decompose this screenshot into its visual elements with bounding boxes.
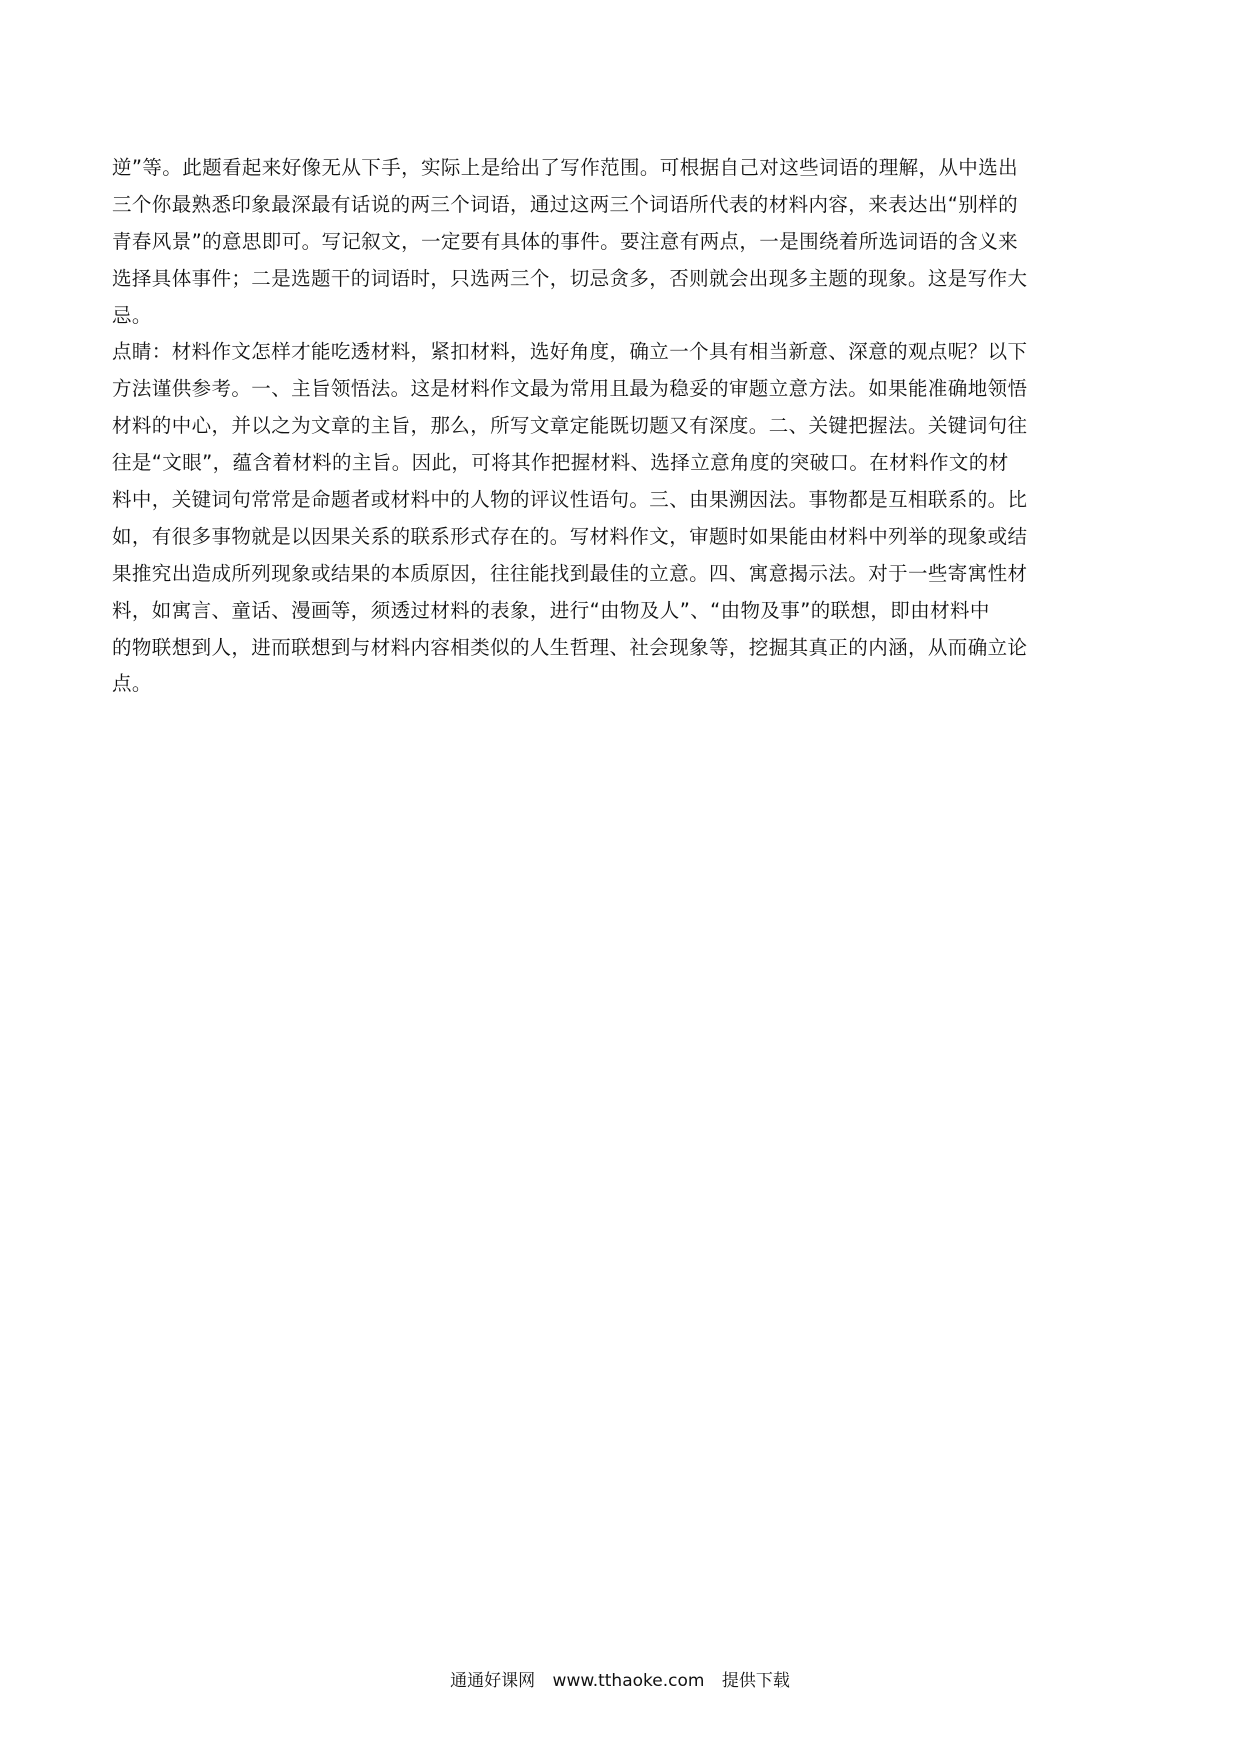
text-line: 果推究出造成所列现象或结果的本质原因，往往能找到最佳的立意。四、寓意揭示法。对于一些寄寓性材 bbox=[112, 561, 1028, 585]
footer-url[interactable]: www.tthaoke.com bbox=[552, 1671, 705, 1691]
text-line: 方法谨供参考。一、主旨领悟法。这是材料作文最为常用且最为稳妥的审题立意方法。如果能准确地领悟 bbox=[112, 377, 1028, 401]
text-line: 料，如寓言、童话、漫画等，须透过材料的表象，进行“由物及人”、“由物及事”的联想，即由材料中 bbox=[112, 598, 990, 622]
text-line: 点睛：材料作文怎样才能吃透材料，紧扣材料，选好角度，确立一个具有相当新意、深意的观点呢？以下 bbox=[112, 340, 1028, 364]
text-line: 三个你最熟悉印象最深最有话说的两三个词语，通过这两三个词语所代表的材料内容，来表达出“别样的 bbox=[112, 192, 1019, 216]
text-line: 逆”等。此题看起来好像无从下手，实际上是给出了写作范围。可根据自己对这些词语的理解，从中选出 bbox=[112, 156, 1019, 179]
text-line: 如，有很多事物就是以因果关系的联系形式存在的。写材料作文，审题时如果能由材料中列举的现象或结 bbox=[112, 524, 1028, 548]
footer-note: 提供下载 bbox=[721, 1671, 790, 1691]
page-footer bbox=[0, 1669, 1240, 1693]
text-line: 材料的中心，并以之为文章的主旨，那么，所写文章定能既切题又有深度。二、关键把握法。关键词句往 bbox=[112, 414, 1028, 438]
text-line: 选择具体事件；二是选题干的词语时，只选两三个，切忌贪多，否则就会出现多主题的现象。这是写作大 bbox=[112, 266, 1028, 290]
text-line: 料中，关键词句常常是命题者或材料中的人物的评议性语句。三、由果溯因法。事物都是互相联系的。比 bbox=[112, 488, 1028, 512]
text-line: 的物联想到人，进而联想到与材料内容相类似的人生哲理、社会现象等，挖掘其真正的内涵，从而确立论 bbox=[112, 635, 1028, 659]
text-line: 忌。 bbox=[112, 303, 152, 327]
text-line: 往是“文眼”，蕴含着材料的主旨。因此，可将其作把握材料、选择立意角度的突破口。在材料作文的材 bbox=[112, 451, 1009, 475]
footer-site-name: 通通好课网 bbox=[450, 1671, 536, 1691]
body-text bbox=[112, 150, 1128, 703]
text-line: 点。 bbox=[112, 672, 152, 696]
text-line: 青春风景”的意思即可。写记叙文，一定要有具体的事件。要注意有两点，一是围绕着所选词语的含义来 bbox=[112, 229, 1019, 253]
